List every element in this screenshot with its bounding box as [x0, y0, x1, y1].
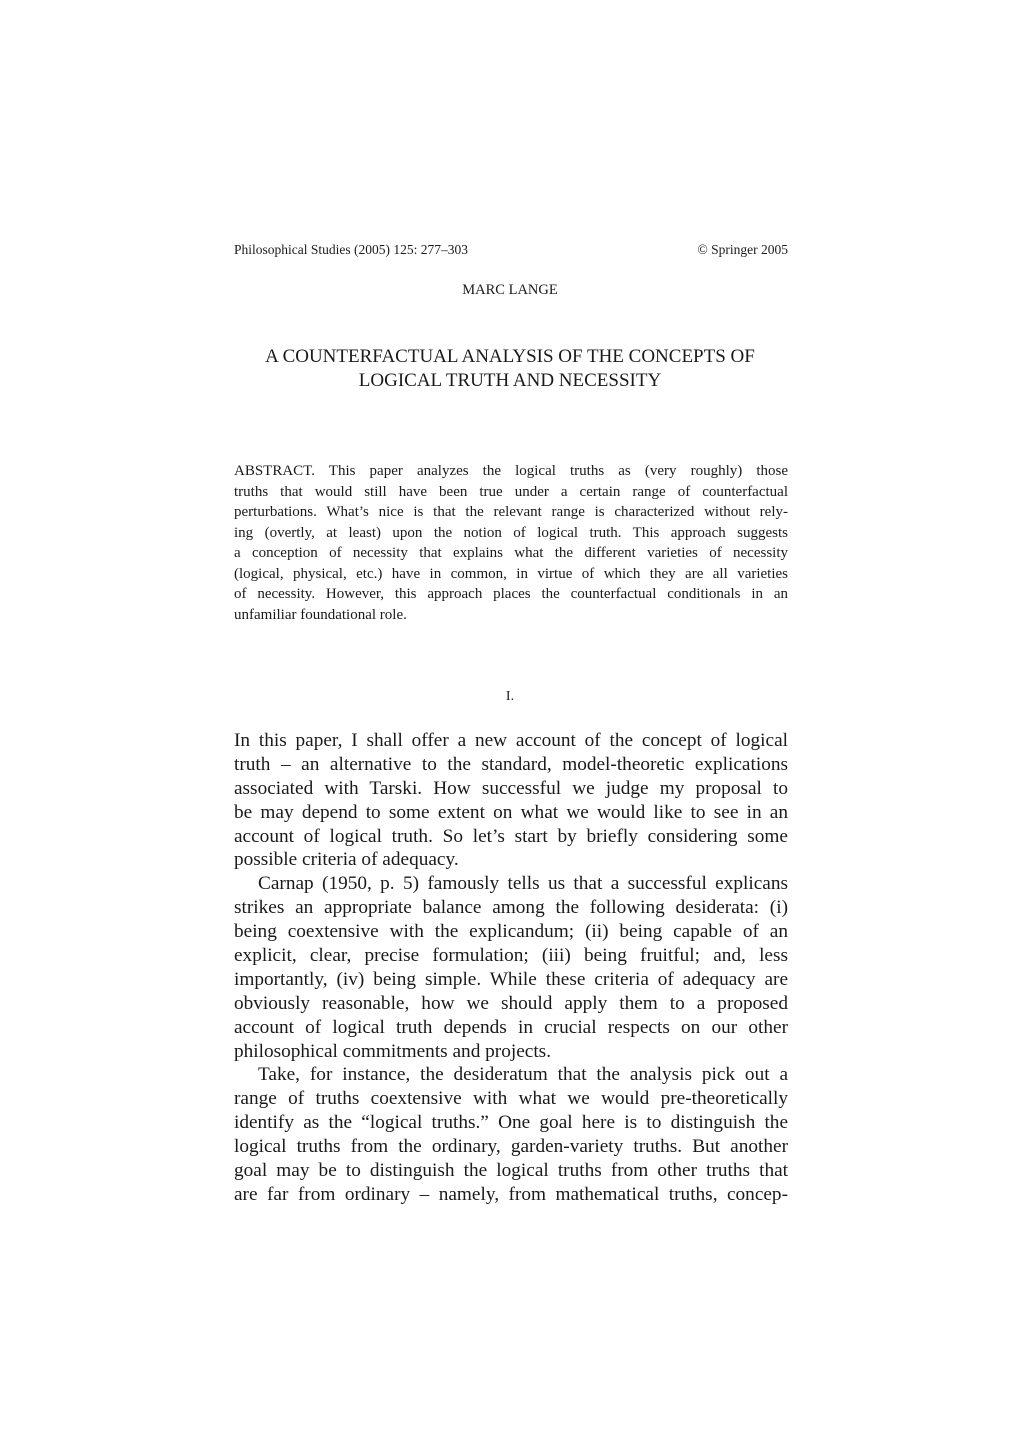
abstract-line: (logical, physical, etc.) have in common, in virtue of which they are all varieties	[234, 565, 788, 582]
title-line: LOGICAL TRUTH AND NECESSITY	[358, 370, 662, 391]
body-line: possible criteria of adequacy.	[234, 849, 459, 871]
body-line: being coextensive with the explicandum; (ii) being capable of an	[234, 921, 788, 943]
body-line: are far from ordinary – namely, from mathematical truths, concep-	[234, 1183, 788, 1205]
abstract-line: unfamiliar foundational role.	[234, 606, 407, 623]
abstract-line: perturbations. What’s nice is that the relevant range is characterized without rely-	[234, 504, 788, 520]
body-line: obviously reasonable, how we should apply them to a proposed	[234, 992, 788, 1014]
journal-citation: Philosophical Studies (2005) 125: 277–303	[234, 242, 468, 257]
body-line: truth – an alternative to the standard, model-theoretic explications	[234, 753, 788, 775]
body-line: account of logical truth depends in crucial respects on our other	[234, 1016, 788, 1038]
body-line: In this paper, I shall offer a new account of the concept of logical	[234, 730, 788, 751]
body-line: logical truths from the ordinary, garden-variety truths. But another	[234, 1136, 788, 1158]
body-line: range of truths coextensive with what we would pre-theoretically	[234, 1088, 788, 1110]
body-line: explicit, clear, precise formulation; (iii) being fruitful; and, less	[234, 945, 788, 967]
title-line: A COUNTERFACTUAL ANALYSIS OF THE CONCEPTS OF	[265, 346, 755, 367]
body-line: Carnap (1950, p. 5) famously tells us that a successful explicans	[258, 873, 788, 895]
copyright-notice: © Springer 2005	[697, 242, 788, 257]
body-line: goal may be to distinguish the logical truths from other truths that	[234, 1160, 788, 1182]
abstract-line: truths that would still have been true under a certain range of counterfactual	[234, 483, 788, 500]
section-heading: I.	[505, 689, 515, 704]
abstract-line: of necessity. However, this approach places the counterfactual conditionals in an	[234, 586, 788, 602]
body-line: be may depend to some extent on what we would like to see in an	[234, 801, 788, 823]
body-line: importantly, (iv) being simple. While these criteria of adequacy are	[234, 968, 788, 990]
abstract	[234, 461, 788, 625]
body-line: identify as the “logical truths.” One goal here is to distinguish the	[234, 1112, 788, 1134]
abstract-line: a conception of necessity that explains what the different varieties of necessity	[234, 545, 788, 561]
body-line: strikes an appropriate balance among the following desiderata: (i)	[234, 897, 788, 919]
body-line: philosophical commitments and projects.	[234, 1040, 552, 1062]
paragraph	[234, 1063, 788, 1206]
body-line: Take, for instance, the desideratum that the analysis pick out a	[258, 1064, 788, 1086]
paragraph	[234, 872, 788, 1063]
abstract-line: ing (overtly, at least) upon the notion of logical truth. This approach suggests	[234, 524, 788, 541]
body-line: associated with Tarski. How successful we judge my proposal to	[234, 777, 788, 799]
author-name: MARC LANGE	[462, 282, 558, 298]
abstract-line: ABSTRACT. This paper analyzes the logical truths as (very roughly) those	[234, 463, 788, 479]
body-line: account of logical truth. So let’s start by briefly considering some	[234, 825, 788, 847]
running-head	[234, 242, 788, 258]
paper-title	[0, 345, 1020, 393]
paragraph	[234, 729, 788, 872]
body-text	[234, 729, 788, 1207]
